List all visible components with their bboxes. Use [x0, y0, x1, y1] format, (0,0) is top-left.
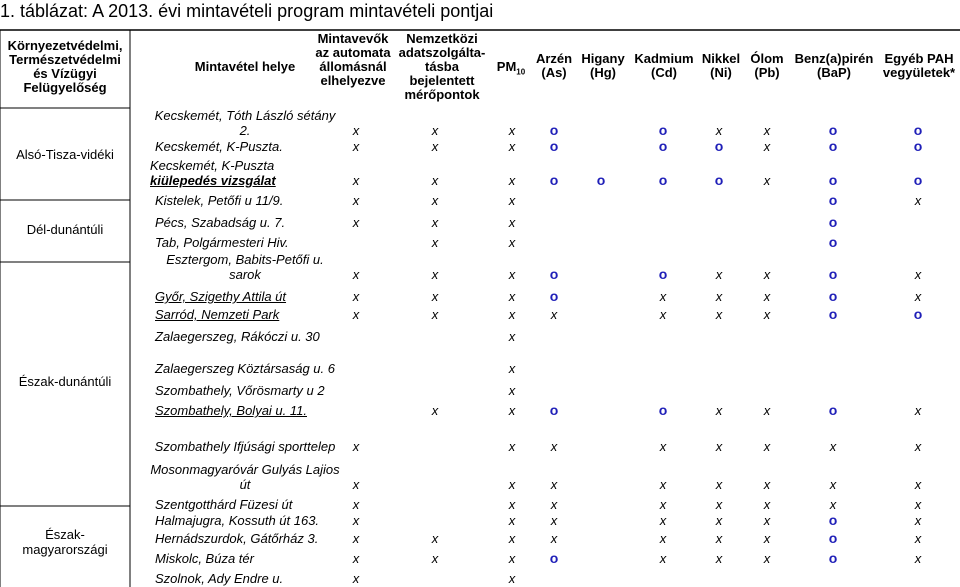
location-label: Zalaegerszeg Köztársaság u. 6 — [155, 361, 335, 376]
location-label: Győr, Szigethy Attila út — [155, 289, 287, 304]
value-cell: x — [715, 477, 723, 492]
value-cell: x — [431, 403, 439, 418]
value-cell: x — [431, 173, 439, 188]
header-region: Környezetvédelmi, Természetvédelmi és Vízügyi Felügyelőség — [7, 38, 123, 95]
value-cell: x — [763, 403, 771, 418]
value-cell: x — [914, 513, 922, 528]
table-row — [0, 418, 960, 454]
location-label: Mosonmagyaróvár Gulyás Lajios út — [150, 462, 340, 492]
value-cell: x — [431, 307, 439, 322]
location-cell — [155, 566, 370, 586]
value-cell: x — [508, 307, 516, 322]
value-cell: o — [549, 402, 559, 418]
value-cell: o — [714, 172, 724, 188]
value-cell: x — [914, 551, 922, 566]
value-cell: x — [550, 307, 558, 322]
value-cell: x — [715, 497, 723, 512]
region-del-dunantul: Dél-dunántúli — [26, 222, 104, 237]
value-cell: x — [763, 439, 771, 454]
value-cell: x — [715, 267, 723, 282]
value-cell: x — [508, 477, 516, 492]
header-arsenic: Arzén (As) — [535, 51, 573, 80]
value-cell: x — [431, 193, 439, 208]
value-cell: o — [828, 138, 838, 154]
table-row — [0, 282, 960, 304]
table-row — [0, 376, 960, 398]
location-label: Halmajugra, Kossuth út 163. — [155, 513, 320, 528]
region-eszak-magyar: Észak-magyarországi — [22, 527, 108, 557]
location-cell — [150, 454, 365, 492]
value-cell: x — [763, 513, 771, 528]
value-cell: x — [659, 477, 667, 492]
table-row — [0, 154, 960, 188]
table-row — [0, 302, 960, 322]
value-cell: o — [828, 234, 838, 250]
header-pm10-sub: 10 — [516, 67, 526, 77]
location-cell — [150, 108, 365, 138]
value-cell: x — [431, 215, 439, 230]
value-cell: x — [763, 173, 771, 188]
value-cell: o — [828, 306, 838, 322]
value-cell: o — [828, 550, 838, 566]
location-label: Zalaegerszeg, Rákóczi u. 30 — [155, 329, 320, 344]
location-label: Sarród, Nemzeti Park — [155, 307, 280, 322]
location-cell — [155, 376, 370, 398]
value-cell: x — [431, 139, 439, 154]
location-cell — [155, 492, 370, 512]
value-cell: x — [508, 235, 516, 250]
value-cell: x — [508, 173, 516, 188]
region-also-tisza: Alsó-Tisza-vidéki — [16, 147, 114, 162]
value-cell: x — [914, 267, 922, 282]
value-cell: x — [550, 513, 558, 528]
value-cell: o — [658, 266, 668, 282]
header-international: Nemzetközi adatszolgálta-tásba bejelentett mérőpontok — [398, 31, 486, 102]
value-cell: x — [352, 497, 360, 512]
table-row — [0, 566, 960, 586]
location-cell — [155, 546, 370, 566]
value-cell: x — [352, 289, 360, 304]
value-cell: x — [763, 531, 771, 546]
value-cell: x — [715, 403, 723, 418]
value-cell: x — [508, 531, 516, 546]
value-cell: o — [913, 138, 923, 154]
value-cell: x — [659, 551, 667, 566]
value-cell: x — [508, 329, 516, 344]
location-cell — [155, 230, 370, 250]
value-cell: x — [352, 139, 360, 154]
location-cell — [150, 418, 365, 454]
location-label: Kistelek, Petőfi u 11/9. — [155, 193, 284, 208]
location-cell — [155, 188, 370, 208]
location-cell — [150, 340, 365, 376]
value-cell: x — [763, 123, 771, 138]
location-label: Szombathely, Vőrösmarty u 2 — [155, 383, 325, 398]
value-cell: x — [914, 193, 922, 208]
value-cell: o — [828, 214, 838, 230]
value-cell: x — [659, 439, 667, 454]
value-cell: x — [659, 513, 667, 528]
value-cell: x — [352, 571, 360, 586]
value-cell: x — [508, 139, 516, 154]
header-bap: Benz(a)pirén (BaP) — [794, 51, 874, 80]
value-cell: x — [659, 531, 667, 546]
value-cell: x — [763, 497, 771, 512]
table-row — [0, 546, 960, 566]
value-cell: o — [913, 172, 923, 188]
value-cell: o — [549, 138, 559, 154]
value-cell: x — [715, 531, 723, 546]
table-row — [0, 454, 960, 492]
table-row — [0, 138, 960, 154]
value-cell: x — [352, 477, 360, 492]
header-location: Mintavétel helye — [194, 59, 296, 74]
region-eszak-dunantul: Észak-dunántúli — [18, 374, 112, 389]
location-label: Kecskemét, K-Puszta. — [155, 139, 283, 154]
value-cell: x — [829, 497, 837, 512]
value-cell: o — [828, 512, 838, 528]
header-pm10 — [490, 60, 532, 80]
table-row — [0, 108, 960, 138]
value-cell: x — [914, 477, 922, 492]
header-nickel: Nikkel (Ni) — [701, 51, 741, 80]
value-cell: x — [508, 439, 516, 454]
page-title: 1. táblázat: A 2013. évi mintavételi program mintavételi pontjai — [0, 1, 494, 21]
header-pah: Egyéb PAH vegyületek* — [882, 51, 956, 80]
location-label: Hernádszurdok, Gátőrház 3. — [155, 531, 319, 546]
value-cell: x — [763, 551, 771, 566]
table-row — [0, 340, 960, 376]
value-cell: x — [763, 477, 771, 492]
value-cell: x — [508, 215, 516, 230]
value-cell: x — [715, 123, 723, 138]
value-cell: x — [914, 439, 922, 454]
value-cell: o — [549, 172, 559, 188]
location-label: Szombathely Ifjúsági sporttelep — [154, 439, 336, 454]
value-cell: x — [763, 267, 771, 282]
value-cell: x — [431, 531, 439, 546]
value-cell: x — [550, 531, 558, 546]
value-cell: o — [658, 122, 668, 138]
value-cell: x — [431, 267, 439, 282]
value-cell: x — [659, 307, 667, 322]
header-pm10-base: PM — [496, 59, 517, 74]
value-cell: o — [549, 288, 559, 304]
table-row — [0, 188, 960, 208]
location-cell — [155, 398, 370, 418]
location-label: Szombathely, Bolyai u. 11. — [155, 403, 307, 418]
value-cell: x — [431, 123, 439, 138]
table-row — [0, 208, 960, 230]
value-cell: x — [508, 403, 516, 418]
table-row — [0, 398, 960, 418]
value-cell: o — [828, 122, 838, 138]
location-label: Tab, Polgármesteri Hiv. — [155, 235, 289, 250]
value-cell: x — [352, 307, 360, 322]
value-cell: x — [352, 531, 360, 546]
location-label: Kecskemét, Tóth László sétány 2. — [154, 108, 336, 138]
location-cell — [155, 138, 370, 154]
value-cell: x — [431, 551, 439, 566]
value-cell: o — [596, 172, 606, 188]
value-cell: o — [913, 306, 923, 322]
table-row — [0, 230, 960, 250]
location-label: Esztergom, Babits-Petőfi u. sarok — [166, 252, 324, 282]
value-cell: x — [659, 497, 667, 512]
value-cell: x — [914, 531, 922, 546]
location-cell — [155, 302, 370, 322]
value-cell: x — [352, 173, 360, 188]
value-cell: o — [714, 138, 724, 154]
table-row — [0, 528, 960, 546]
value-cell: x — [659, 289, 667, 304]
value-cell: x — [763, 139, 771, 154]
header-cadmium: Kadmium (Cd) — [634, 51, 694, 80]
value-cell: x — [508, 551, 516, 566]
value-cell: o — [828, 288, 838, 304]
value-cell: x — [508, 289, 516, 304]
value-cell: x — [829, 477, 837, 492]
value-cell: o — [828, 266, 838, 282]
value-cell: x — [352, 513, 360, 528]
value-cell: x — [508, 571, 516, 586]
value-cell: o — [828, 402, 838, 418]
value-cell: x — [914, 403, 922, 418]
value-cell: x — [829, 439, 837, 454]
value-cell: x — [550, 477, 558, 492]
value-cell: x — [550, 439, 558, 454]
location-label: Miskolc, Búza tér — [155, 551, 254, 566]
value-cell: x — [508, 123, 516, 138]
location-extra: kiülepedés vizsgálat — [150, 173, 276, 188]
value-cell: x — [508, 513, 516, 528]
value-cell: x — [431, 289, 439, 304]
value-cell: o — [658, 138, 668, 154]
value-cell: x — [352, 193, 360, 208]
value-cell: o — [658, 172, 668, 188]
value-cell: x — [352, 123, 360, 138]
table-row — [0, 250, 960, 282]
value-cell: x — [352, 439, 360, 454]
header-lead: Ólom (Pb) — [750, 51, 784, 80]
value-cell: o — [828, 192, 838, 208]
location-cell — [155, 282, 370, 304]
location-cell — [155, 528, 370, 546]
location-label: Szolnok, Ady Endre u. — [155, 571, 284, 586]
location-label: Szentgotthárd Füzesi út — [155, 497, 293, 512]
value-cell: o — [828, 530, 838, 546]
location-cell — [155, 208, 370, 230]
value-cell: x — [431, 235, 439, 250]
location-label: Kecskemét, K-Puszta kiülepedés vizsgálat — [150, 158, 340, 188]
value-cell: x — [715, 439, 723, 454]
value-cell: x — [550, 497, 558, 512]
location-label: Pécs, Szabadság u. 7. — [155, 215, 286, 230]
header-mercury: Higany (Hg) — [581, 51, 625, 80]
value-cell: o — [549, 122, 559, 138]
value-cell: x — [763, 289, 771, 304]
value-cell: x — [715, 513, 723, 528]
value-cell: x — [508, 361, 516, 376]
value-cell: o — [549, 550, 559, 566]
value-cell: x — [508, 497, 516, 512]
value-cell: x — [715, 307, 723, 322]
location-cell — [155, 510, 370, 528]
value-cell: x — [508, 193, 516, 208]
value-cell: x — [352, 551, 360, 566]
value-cell: o — [828, 172, 838, 188]
table-row — [0, 492, 960, 512]
value-cell: x — [352, 267, 360, 282]
location-cell — [150, 250, 365, 282]
value-cell: x — [508, 383, 516, 398]
value-cell: o — [913, 122, 923, 138]
value-cell: o — [549, 266, 559, 282]
value-cell: x — [715, 289, 723, 304]
header-automata: Mintavevők az automata állomásnál elhelyezve — [315, 31, 391, 88]
location-cell — [150, 154, 365, 188]
table-row — [0, 510, 960, 528]
value-cell: x — [914, 289, 922, 304]
value-cell: x — [715, 551, 723, 566]
value-cell: x — [352, 215, 360, 230]
value-cell: x — [508, 267, 516, 282]
value-cell: o — [658, 402, 668, 418]
value-cell: x — [763, 307, 771, 322]
value-cell: x — [914, 497, 922, 512]
